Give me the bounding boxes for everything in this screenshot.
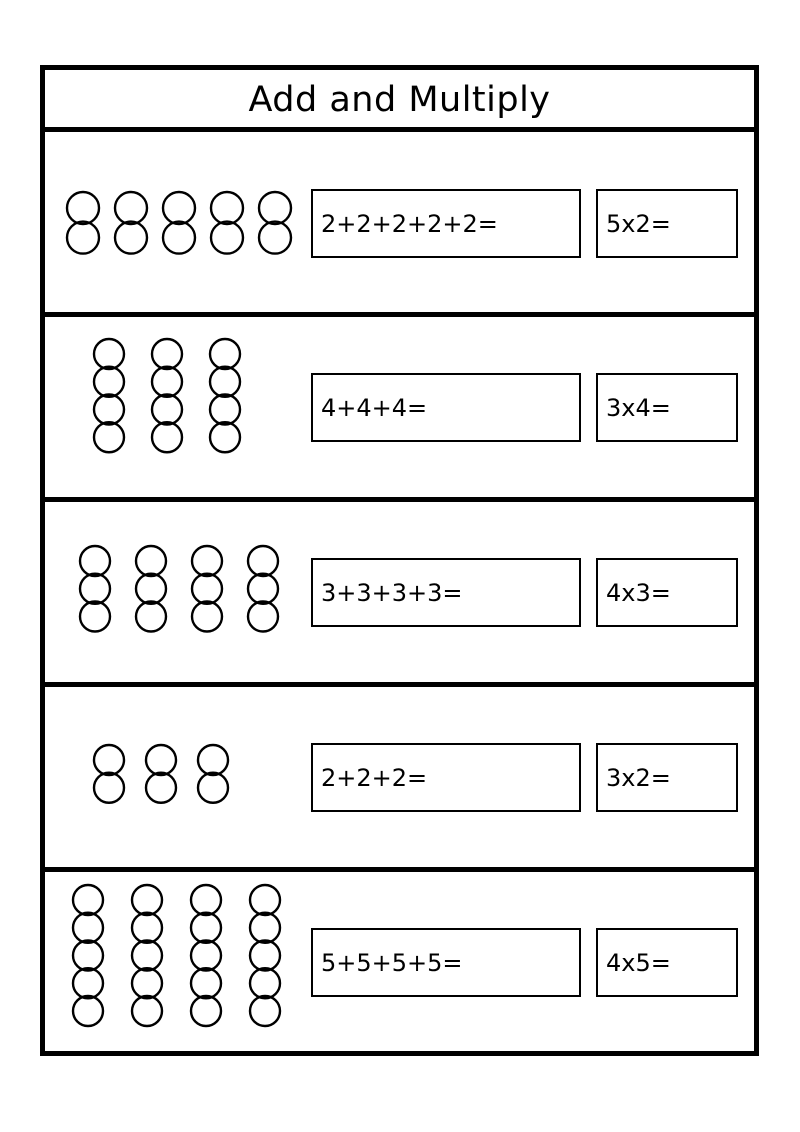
counting-circle <box>94 773 124 803</box>
counting-circle <box>210 339 240 369</box>
multiplication-expression: 3x2= <box>606 763 671 792</box>
counting-circle <box>250 968 280 998</box>
counting-circle <box>146 773 176 803</box>
counting-circle <box>192 574 222 604</box>
counting-circle <box>211 192 243 224</box>
counting-circle <box>210 395 240 425</box>
circle-group <box>94 339 124 452</box>
counting-circle <box>259 192 291 224</box>
problem-row-1 <box>45 132 754 317</box>
circle-group <box>136 546 166 632</box>
counting-circle <box>248 602 278 632</box>
circle-group <box>211 192 243 254</box>
counting-circle <box>192 602 222 632</box>
counting-circle <box>80 602 110 632</box>
counting-circle <box>73 996 103 1026</box>
circle-group <box>73 885 103 1026</box>
addition-expression: 2+2+2+2+2= <box>321 209 498 238</box>
addition-expression: 2+2+2= <box>321 763 428 792</box>
counting-circle <box>250 913 280 943</box>
circle-group <box>94 745 124 803</box>
counting-circle <box>259 222 291 254</box>
circle-array <box>92 743 230 805</box>
circle-group <box>248 546 278 632</box>
addition-box <box>311 743 581 812</box>
multiplication-box <box>596 558 738 627</box>
addition-box <box>311 558 581 627</box>
circle-group <box>191 885 221 1026</box>
multiplication-box <box>596 373 738 442</box>
addition-expression: 5+5+5+5= <box>321 948 463 977</box>
circle-group <box>259 192 291 254</box>
multiplication-expression: 3x4= <box>606 393 671 422</box>
counting-circle <box>94 339 124 369</box>
circle-group <box>210 339 240 452</box>
counting-circle <box>73 913 103 943</box>
addition-expression: 3+3+3+3= <box>321 578 463 607</box>
counting-circle <box>132 968 162 998</box>
worksheet-title: Add and Multiply <box>248 79 551 120</box>
counting-circle <box>132 996 162 1026</box>
circle-group <box>192 546 222 632</box>
problem-row-3 <box>45 502 754 687</box>
worksheet <box>40 65 759 1056</box>
counting-circle <box>94 367 124 397</box>
circle-group <box>250 885 280 1026</box>
counting-circle <box>191 913 221 943</box>
counting-circle <box>94 422 124 452</box>
addition-box <box>311 928 581 997</box>
counting-circle <box>191 941 221 971</box>
multiplication-box <box>596 189 738 258</box>
counting-circle <box>94 745 124 775</box>
counting-circle <box>80 574 110 604</box>
counting-circle <box>210 422 240 452</box>
counting-circle <box>248 574 278 604</box>
counting-circle <box>152 367 182 397</box>
multiplication-box <box>596 928 738 997</box>
counting-circle <box>146 745 176 775</box>
counting-circle <box>152 395 182 425</box>
counting-circle <box>198 773 228 803</box>
multiplication-box <box>596 743 738 812</box>
circle-array <box>71 883 282 1028</box>
counting-circle <box>73 941 103 971</box>
counting-circle <box>192 546 222 576</box>
circle-group <box>67 192 99 254</box>
problem-row-4 <box>45 687 754 872</box>
circle-array <box>92 337 242 454</box>
circle-group <box>198 745 228 803</box>
counting-circle <box>152 339 182 369</box>
problem-row-5 <box>45 872 754 1051</box>
problem-row-2 <box>45 317 754 502</box>
counting-circle <box>163 222 195 254</box>
counting-circle <box>136 602 166 632</box>
counting-circle <box>191 885 221 915</box>
circle-array <box>65 190 293 256</box>
multiplication-expression: 4x3= <box>606 578 671 607</box>
counting-circle <box>136 546 166 576</box>
counting-circle <box>191 996 221 1026</box>
counting-circle <box>73 885 103 915</box>
circle-group <box>163 192 195 254</box>
counting-circle <box>250 996 280 1026</box>
circle-group <box>152 339 182 452</box>
counting-circle <box>250 941 280 971</box>
counting-circle <box>198 745 228 775</box>
circle-group <box>115 192 147 254</box>
counting-circle <box>67 222 99 254</box>
addition-box <box>311 373 581 442</box>
circle-group <box>132 885 162 1026</box>
circle-array <box>78 544 280 634</box>
counting-circle <box>163 192 195 224</box>
counting-circle <box>94 395 124 425</box>
counting-circle <box>211 222 243 254</box>
counting-circle <box>132 913 162 943</box>
counting-circle <box>132 941 162 971</box>
counting-circle <box>67 192 99 224</box>
counting-circle <box>80 546 110 576</box>
multiplication-expression: 5x2= <box>606 209 671 238</box>
multiplication-expression: 4x5= <box>606 948 671 977</box>
circle-group <box>146 745 176 803</box>
counting-circle <box>152 422 182 452</box>
counting-circle <box>132 885 162 915</box>
counting-circle <box>250 885 280 915</box>
counting-circle <box>191 968 221 998</box>
counting-circle <box>115 192 147 224</box>
circle-group <box>80 546 110 632</box>
counting-circle <box>73 968 103 998</box>
addition-expression: 4+4+4= <box>321 393 428 422</box>
counting-circle <box>115 222 147 254</box>
addition-box <box>311 189 581 258</box>
title-bar <box>45 70 754 132</box>
counting-circle <box>210 367 240 397</box>
counting-circle <box>136 574 166 604</box>
counting-circle <box>248 546 278 576</box>
